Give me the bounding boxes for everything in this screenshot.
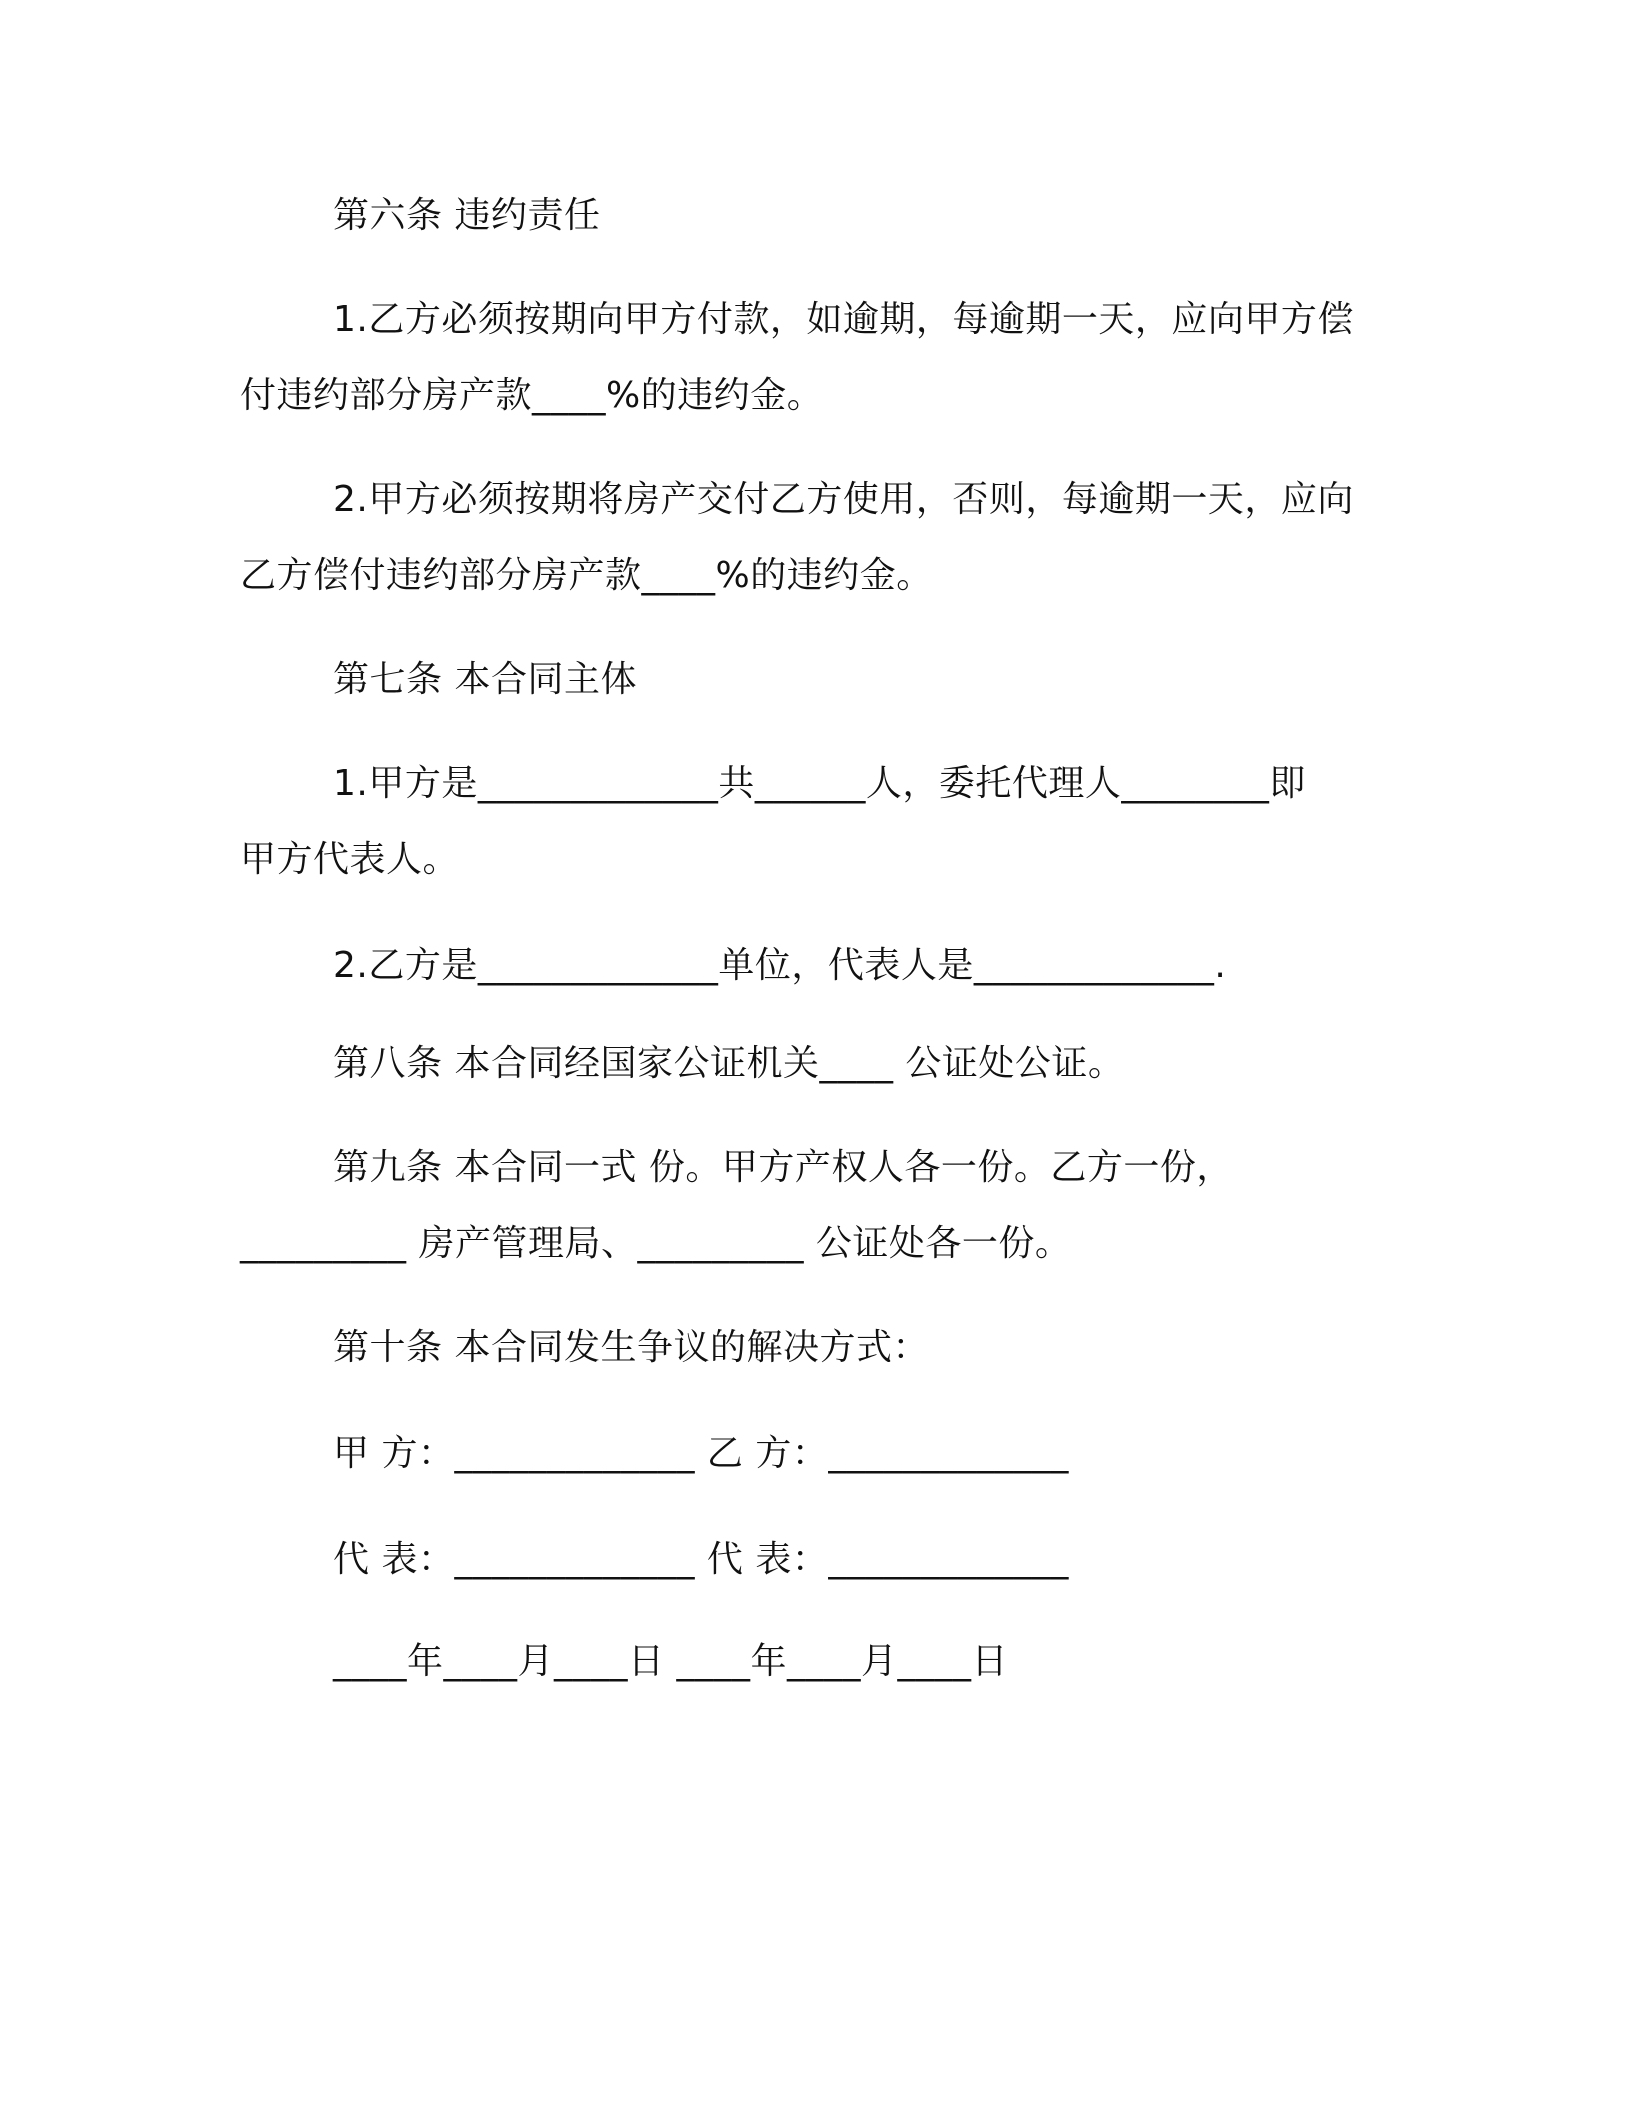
article6-item2-line2: 乙方偿付违约部分房产款____%的违约金。 bbox=[240, 555, 933, 596]
signature-date-line: ____年____月____日 ____年____月____日 bbox=[333, 1641, 1008, 1682]
article9-line2: _________ 房产管理局、_________ 公证处各一份。 bbox=[240, 1223, 1072, 1264]
article7-item1-line2: 甲方代表人。 bbox=[240, 839, 460, 880]
article8-text: 第八条 本合同经国家公证机关____ 公证处公证。 bbox=[333, 1043, 1125, 1084]
article6-item2-line1: 2.甲方必须按期将房产交付乙方使用，否则，每逾期一天，应向 bbox=[333, 479, 1354, 520]
signature-party-line: 甲 方：_____________ 乙 方：_____________ bbox=[333, 1433, 1069, 1474]
article6-heading: 第六条 违约责任 bbox=[333, 195, 601, 236]
signature-representative-line: 代 表：_____________ 代 表：_____________ bbox=[333, 1539, 1069, 1580]
article10-heading: 第十条 本合同发生争议的解决方式： bbox=[333, 1327, 929, 1368]
article6-item1-line2: 付违约部分房产款____%的违约金。 bbox=[240, 375, 824, 416]
article7-heading: 第七条 本合同主体 bbox=[333, 659, 637, 700]
article7-item2-line1: 2.乙方是_____________单位，代表人是_____________. bbox=[333, 945, 1227, 986]
article6-item1-line1: 1.乙方必须按期向甲方付款，如逾期，每逾期一天，应向甲方偿 bbox=[333, 299, 1354, 340]
article7-item1-line1: 1.甲方是_____________共______人，委托代理人________即 bbox=[333, 763, 1306, 804]
article9-line1: 第九条 本合同一式 份。甲方产权人各一份。乙方一份， bbox=[333, 1147, 1233, 1188]
